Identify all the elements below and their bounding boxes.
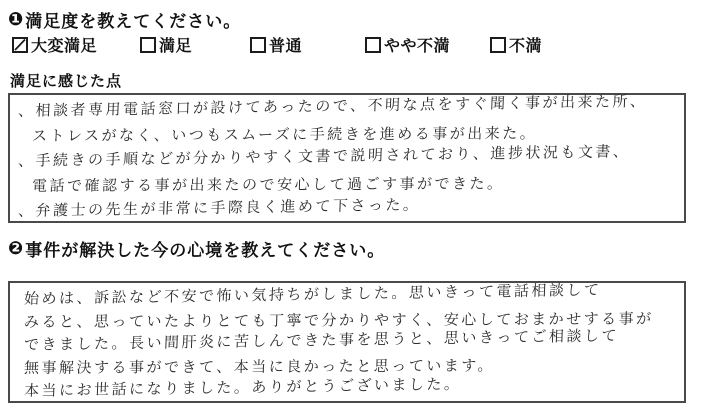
answer-box-2 <box>8 281 686 403</box>
option-fuman <box>490 33 542 56</box>
option-label: 不満 <box>509 38 543 55</box>
handwriting-line: ストレスがなく、いつもスムーズに手続きを進める事が出来た。 <box>31 125 538 145</box>
option-daihen-manzoku <box>12 33 97 56</box>
handwriting-line: できました。長い間肝炎に苦しんできた事を思うと、思いきってご相談して <box>23 327 620 354</box>
handwriting-line: 始めは、訴訟など不安で怖い気持ちがしました。思いきって電話相談して <box>23 281 602 308</box>
handwriting-line: みると、思っていたよりとても丁寧で分かりやすく、安心しておまかせする事が <box>23 310 654 331</box>
handwriting-line: 、手続きの手順などが分かりやすく文書で説明されており、進捗状況も文書、 <box>17 143 631 170</box>
answer-box-1-label: 満足に感じた点 <box>10 73 123 90</box>
option-manzoku <box>140 33 192 56</box>
checkbox-unchecked-icon <box>490 37 506 53</box>
satisfaction-options-row <box>0 33 712 55</box>
checkbox-unchecked-icon <box>365 37 381 53</box>
question-2-title: 事件が解決した今の心境を教えてください。 <box>25 241 386 260</box>
option-label: やや不満 <box>384 38 451 55</box>
handwriting-line: 、相談者専用電話窓口が設けてあったので、不明な点をすぐ聞く事が出来た所、 <box>17 92 648 120</box>
handwriting-line: 電話で確認する事が出来たので安心して過ごす事ができた。 <box>31 175 505 195</box>
handwriting-line: 、弁護士の先生が非常に手際良く進めて下さった。 <box>17 196 421 220</box>
question-2-number-icon: ❷ <box>8 238 25 258</box>
question-1-number-icon: ❶ <box>8 9 25 29</box>
question-1-header <box>8 7 241 32</box>
checkbox-unchecked-icon <box>250 37 266 53</box>
checkbox-checked-icon <box>12 37 28 53</box>
question-2-header <box>8 236 385 261</box>
option-label: 満足 <box>159 38 193 55</box>
option-label: 大変満足 <box>31 38 98 55</box>
option-yaya-fuman <box>365 33 450 56</box>
handwriting-line: 無事解決する事ができて、本当に良かったと思っています。 <box>23 357 496 377</box>
checkbox-unchecked-icon <box>140 37 156 53</box>
handwriting-line: 本当にお世話になりました。ありがとうございました。 <box>23 375 462 400</box>
question-1-title: 満足度を教えてください。 <box>25 12 242 31</box>
answer-box-1 <box>8 93 686 223</box>
option-label: 普通 <box>269 38 303 55</box>
option-futsuu <box>250 33 302 56</box>
